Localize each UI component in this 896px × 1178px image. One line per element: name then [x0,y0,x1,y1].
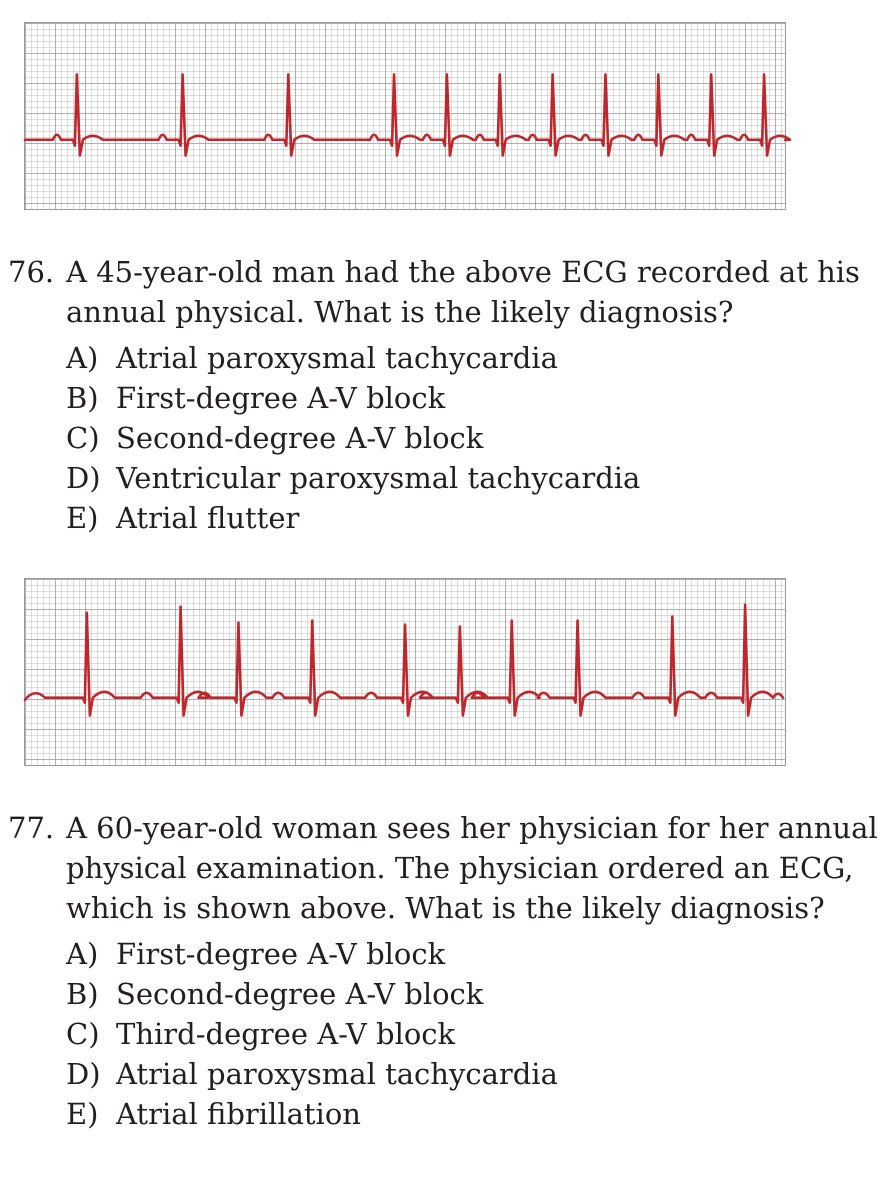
option-text: First-degree A-V block [116,937,446,971]
question-76 [8,252,888,538]
ecg-waveform-76 [25,74,790,155]
question-stem: A 45-year-old man had the above ECG recorded at his annual physical. What is the likely diagnosis? [66,255,860,329]
question-stem: A 60-year-old woman sees her physician for her annual physical examination. The physician ordered an ECG, which is shown above. What is the likely diagnosis? [66,811,878,925]
option-text: Atrial fibrillation [116,1097,361,1131]
option-text: Atrial flutter [116,501,300,535]
question-number: 77. [8,811,55,845]
option-text: Atrial paroxysmal tachycardia [116,1057,558,1091]
option-letter: E) [66,501,99,535]
answer-option-a[interactable] [66,338,888,378]
option-letter: B) [66,977,99,1011]
option-letter: A) [66,341,99,375]
ecg-waveform-77 [25,605,783,716]
option-text: Ventricular paroxysmal tachycardia [116,461,641,495]
option-letter: D) [66,1057,101,1091]
answer-option-e[interactable] [66,498,888,538]
option-letter: A) [66,937,99,971]
option-text: First-degree A-V block [116,381,446,415]
ecg-strip-76 [24,22,786,210]
option-text: Atrial paroxysmal tachycardia [116,341,558,375]
answer-option-b[interactable] [66,974,888,1014]
answer-option-c[interactable] [66,418,888,458]
option-letter: D) [66,461,101,495]
answer-options [66,934,888,1134]
option-text: Third-degree A-V block [116,1017,456,1051]
ecg-trace-77 [25,579,785,765]
option-letter: E) [66,1097,99,1131]
answer-option-d[interactable] [66,458,888,498]
option-letter: C) [66,1017,100,1051]
question-77 [8,808,888,1134]
question-number: 76. [8,255,55,289]
answer-options [66,338,888,538]
ecg-trace-76 [25,23,785,209]
answer-option-c[interactable] [66,1014,888,1054]
option-text: Second-degree A-V block [116,421,484,455]
ecg-strip-77 [24,578,786,766]
answer-option-a[interactable] [66,934,888,974]
option-letter: B) [66,381,99,415]
answer-option-e[interactable] [66,1094,888,1134]
option-text: Second-degree A-V block [116,977,484,1011]
answer-option-d[interactable] [66,1054,888,1094]
option-letter: C) [66,421,100,455]
answer-option-b[interactable] [66,378,888,418]
